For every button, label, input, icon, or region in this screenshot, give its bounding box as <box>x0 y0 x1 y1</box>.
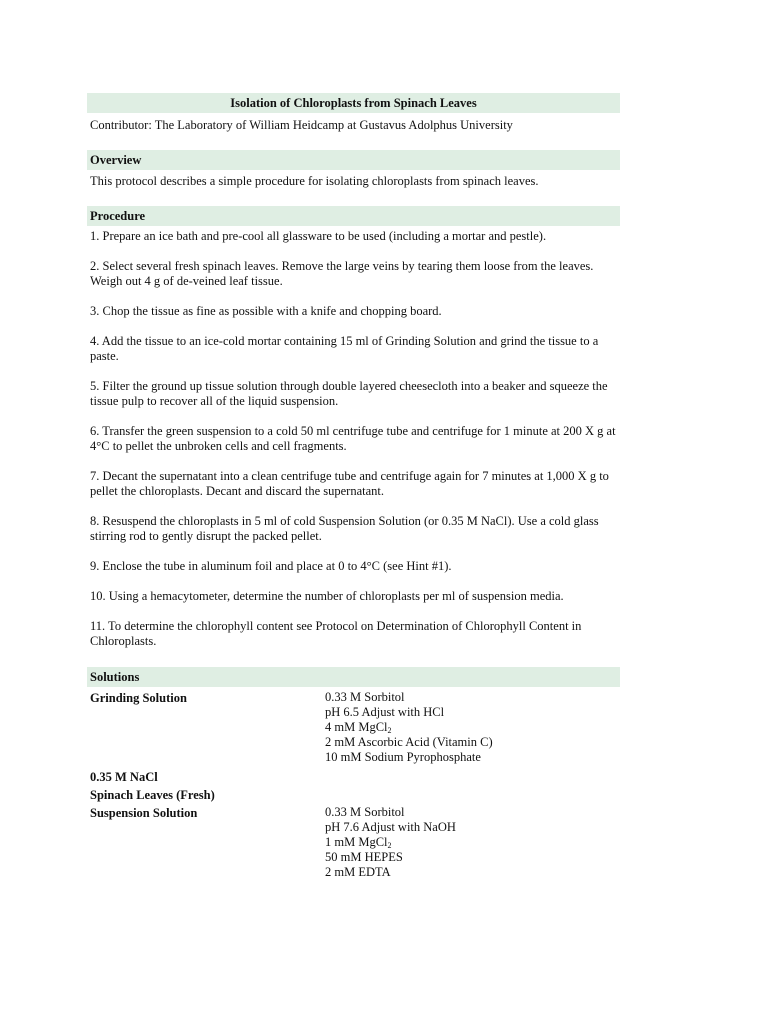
grinding-item: pH 6.5 Adjust with HCl <box>325 705 445 719</box>
document-title: Isolation of Chloroplasts from Spinach Leaves <box>87 93 620 113</box>
procedure-step-2: 2. Select several fresh spinach leaves. Remove the large veins by tearing them loose from the leaves. Weigh out 4 g of de-veined leaf tissue. <box>90 259 594 288</box>
contributor-line: Contributor: The Laboratory of William Heidcamp at Gustavus Adolphus University <box>90 118 513 132</box>
procedure-step-4: 4. Add the tissue to an ice-cold mortar containing 15 ml of Grinding Solution and grind the tissue to a paste. <box>90 334 599 363</box>
grinding-item: 10 mM Sodium Pyrophosphate <box>325 750 481 764</box>
grinding-solution-items <box>325 690 620 765</box>
procedure-step-11: 11. To determine the chlorophyll content see Protocol on Determination of Chlorophyll Content in Chloroplasts. <box>90 619 582 648</box>
grinding-item: 4 mM MgCl$_2$ <box>325 720 392 735</box>
suspension-item: 1 mM MgCl$_2$ <box>325 835 392 850</box>
procedure-step-1: 1. Prepare an ice bath and pre-cool all glassware to be used (including a mortar and pestle). <box>90 229 547 243</box>
procedure-steps <box>87 229 620 649</box>
solutions-heading: Solutions <box>87 667 620 687</box>
procedure-step-6: 6. Transfer the green suspension to a cold 50 ml centrifuge tube and centrifuge for 1 minute at 200 X g at 4°C to pellet the unbroken cells and cell fragments. <box>90 424 616 453</box>
procedure-step-8: 8. Resuspend the chloroplasts in 5 ml of cold Suspension Solution (or 0.35 M NaCl). Use a cold glass stirring rod to gently disrupt the packed pellet. <box>90 514 599 543</box>
suspension-solution-row <box>87 805 620 880</box>
suspension-solution-items <box>325 805 620 880</box>
protocol-document <box>87 93 620 880</box>
overview-heading: Overview <box>87 150 620 170</box>
procedure-step-3: 3. Chop the tissue as fine as possible with a knife and chopping board. <box>90 304 442 318</box>
procedure-step-7: 7. Decant the supernatant into a clean centrifuge tube and centrifuge again for 7 minutes at 1,000 X g to pellet the chloroplasts. Decant and discard the supernatant. <box>90 469 609 498</box>
subscript: 2 <box>387 726 392 735</box>
subscript: 2 <box>387 841 392 850</box>
suspension-solution-name: Suspension Solution <box>90 806 198 820</box>
suspension-item: 50 mM HEPES <box>325 850 403 864</box>
suspension-item: 0.33 M Sorbitol <box>325 805 405 819</box>
nacl-name: 0.35 M NaCl <box>90 770 158 784</box>
suspension-item: 2 mM EDTA <box>325 865 391 879</box>
nacl-row <box>87 769 620 785</box>
grinding-item: 2 mM Ascorbic Acid (Vitamin C) <box>325 735 493 749</box>
spinach-name: Spinach Leaves (Fresh) <box>90 788 215 802</box>
grinding-item: 0.33 M Sorbitol <box>325 690 405 704</box>
grinding-solution-row <box>87 690 620 765</box>
procedure-heading: Procedure <box>87 206 620 226</box>
solutions-table <box>87 690 620 880</box>
procedure-step-9: 9. Enclose the tube in aluminum foil and place at 0 to 4°C (see Hint #1). <box>90 559 452 573</box>
procedure-step-5: 5. Filter the ground up tissue solution through double layered cheesecloth into a beaker and squeeze the tissue pulp to recover all of the liquid suspension. <box>90 379 608 408</box>
procedure-step-10: 10. Using a hemacytometer, determine the number of chloroplasts per ml of suspension media. <box>90 589 564 603</box>
overview-text: This protocol describes a simple procedure for isolating chloroplasts from spinach leaves. <box>90 174 539 188</box>
suspension-item: pH 7.6 Adjust with NaOH <box>325 820 456 834</box>
grinding-solution-name: Grinding Solution <box>90 691 187 705</box>
spinach-row <box>87 787 620 803</box>
